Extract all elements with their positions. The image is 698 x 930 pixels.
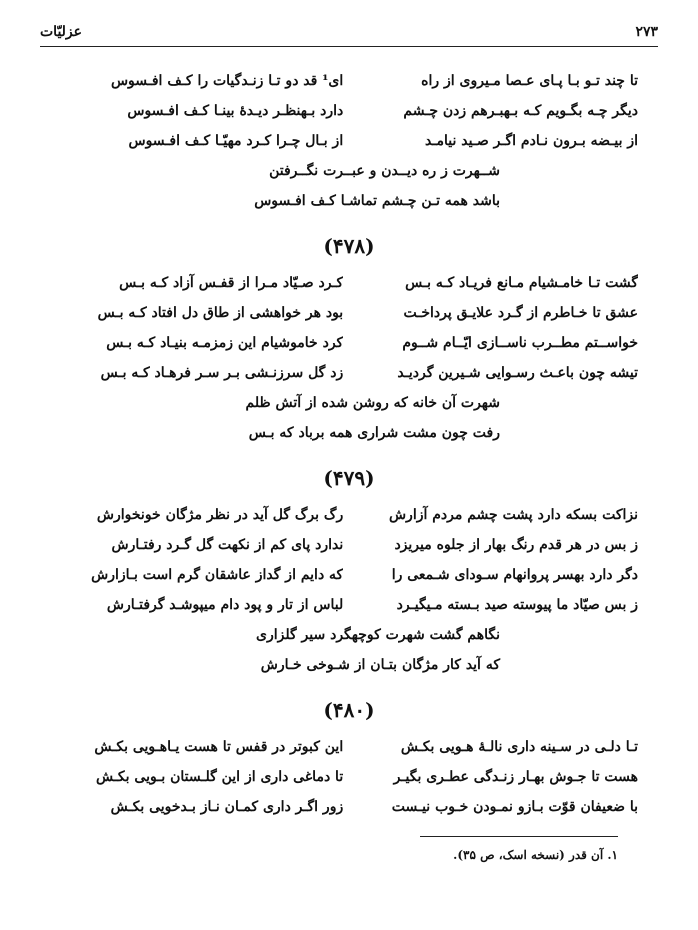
- page-number: ۲۷۳: [635, 24, 658, 40]
- closing-line: شــهرت ز ره دیــدن و عبــرت نگــرفتن: [269, 163, 500, 179]
- hemistich-first: با ضعیفان قوّت بـازو نمـودن خـوب نیـست: [391, 799, 638, 815]
- ghazal-number: (۴۷۸): [323, 234, 375, 258]
- hemistich-first: تا چند تـو بـا پـای عـصا مـیروی از راه: [421, 73, 638, 89]
- hemistich-first: ز بس در هر قدم رنگ بهار از جلوه میریزد: [394, 537, 638, 553]
- couplet: [60, 96, 638, 126]
- ghazal-478: [60, 230, 638, 448]
- ghazal-number: (۴۷۹): [323, 466, 375, 490]
- closing-couplet: [198, 620, 500, 680]
- hemistich-first: تیشه چون باعـث رسـوایی شـیرین گردیـد: [397, 365, 638, 381]
- closing-couplet: [198, 156, 500, 216]
- hemistich-first: ز بس صیّاد ما پیوسته صید بـسته مـیگیـرد: [396, 597, 638, 613]
- couplet: [60, 792, 638, 822]
- hemistich-first: تـا دلـی در سـینه داری نالـهٔ هـویی بکـش: [400, 739, 638, 755]
- hemistich-second: این کبوتر در قفس تا هست یـاهـویی بکـش: [94, 739, 344, 755]
- footnote-divider: [420, 836, 618, 837]
- hemistich-second: کـرد صـیّاد مـرا از قفـس آزاد کـه بـس: [119, 275, 344, 291]
- couplet: [60, 328, 638, 358]
- hemistich-second: کرد خاموشیام این زمزمـه بنیـاد کـه بـس: [106, 335, 344, 351]
- ghazal-479: [60, 462, 638, 680]
- closing-line: شهرت آن خانه که روشن شده از آتش ظلم: [245, 395, 500, 411]
- hemistich-first: عشق تا خـاطرم از گـرد علایـق پرداخـت: [403, 305, 638, 321]
- hemistich-first: دیگر چـه بگـویم کـه بـهبـرهم زدن چـشم: [403, 103, 638, 119]
- hemistich-second: زد گل سرزنـشی بـر سـر فرهـاد کـه بـس: [100, 365, 344, 381]
- couplet: [60, 560, 638, 590]
- hemistich-second: ای¹ قد دو تـا زنـدگیات را کـف افـسوس: [110, 73, 344, 89]
- hemistich-second: لباس از تار و پود دام میپوشـد گرفتـارش: [106, 597, 344, 613]
- hemistich-second: دارد بـهنظـر دیـدهٔ بینـا کـف افـسوس: [127, 103, 344, 119]
- couplet: [60, 530, 638, 560]
- hemistich-second: ندارد پای کم از نکهت گل گـرد رفتـارش: [111, 537, 344, 553]
- couplet: [60, 500, 638, 530]
- couplet: [60, 732, 638, 762]
- hemistich-second: زور اگـر داری کمـان نـاز بـدخویی بکـش: [110, 799, 344, 815]
- hemistich-first: نزاکت بسکه دارد پشت چشم مردم آزارش: [388, 507, 638, 523]
- couplet: [60, 298, 638, 328]
- page-content: [60, 66, 638, 822]
- closing-line: که آید کار مژگان بتـان از شـوخی خـارش: [260, 657, 500, 673]
- page-header: [40, 20, 658, 47]
- footnote: ۱. آن قدر (نسخه اسک، ص ۳۵).: [453, 848, 618, 862]
- couplet: [60, 358, 638, 388]
- hemistich-first: گشت تـا خامـشیام مـانع فریـاد کـه بـس: [405, 275, 638, 291]
- couplet: [60, 268, 638, 298]
- running-title: عزلیّات: [40, 24, 83, 40]
- ghazal-480: [60, 694, 638, 822]
- closing-line: رفت چون مشت شراری همه برباد که بـس: [248, 425, 500, 441]
- hemistich-second: از بـال چـرا کـرد مهیّـا کـف افـسوس: [128, 133, 344, 149]
- hemistich-second: رگ برگ گل آید در نظر مژگان خونخوارش: [96, 507, 344, 523]
- closing-line: باشد همه تـن چـشم تماشـا کـف افـسوس: [254, 193, 500, 209]
- hemistich-second: بود هر خواهشی از طاق دل افتاد کـه بـس: [97, 305, 344, 321]
- hemistich-second: تا دماغی داری از این گلـستان بـویی بکـش: [95, 769, 344, 785]
- hemistich-first: دگر دارد بهسر پروانهام سـودای شـمعی را: [391, 567, 638, 583]
- hemistich-first: از بیـضه بـرون نـادم اگـر صـید نیامـد: [425, 133, 638, 149]
- hemistich-first: خواســتم مطــرب ناســازی ایّــام شــوم: [402, 335, 638, 351]
- hemistich-second: که دایم از گداز عاشقان گرم است بـازارش: [91, 567, 344, 583]
- closing-line: نگاهم گشت شهرت کوچهگرد سیر گلزاری: [256, 627, 500, 643]
- couplet: [60, 590, 638, 620]
- couplet: [60, 66, 638, 96]
- ghazal-prev-tail: [60, 66, 638, 216]
- ghazal-number: (۴۸۰): [323, 698, 375, 722]
- couplet: [60, 762, 638, 792]
- couplet: [60, 126, 638, 156]
- closing-couplet: [198, 388, 500, 448]
- hemistich-first: هست تا جـوش بهـار زنـدگی عطـری بگیـر: [393, 769, 638, 785]
